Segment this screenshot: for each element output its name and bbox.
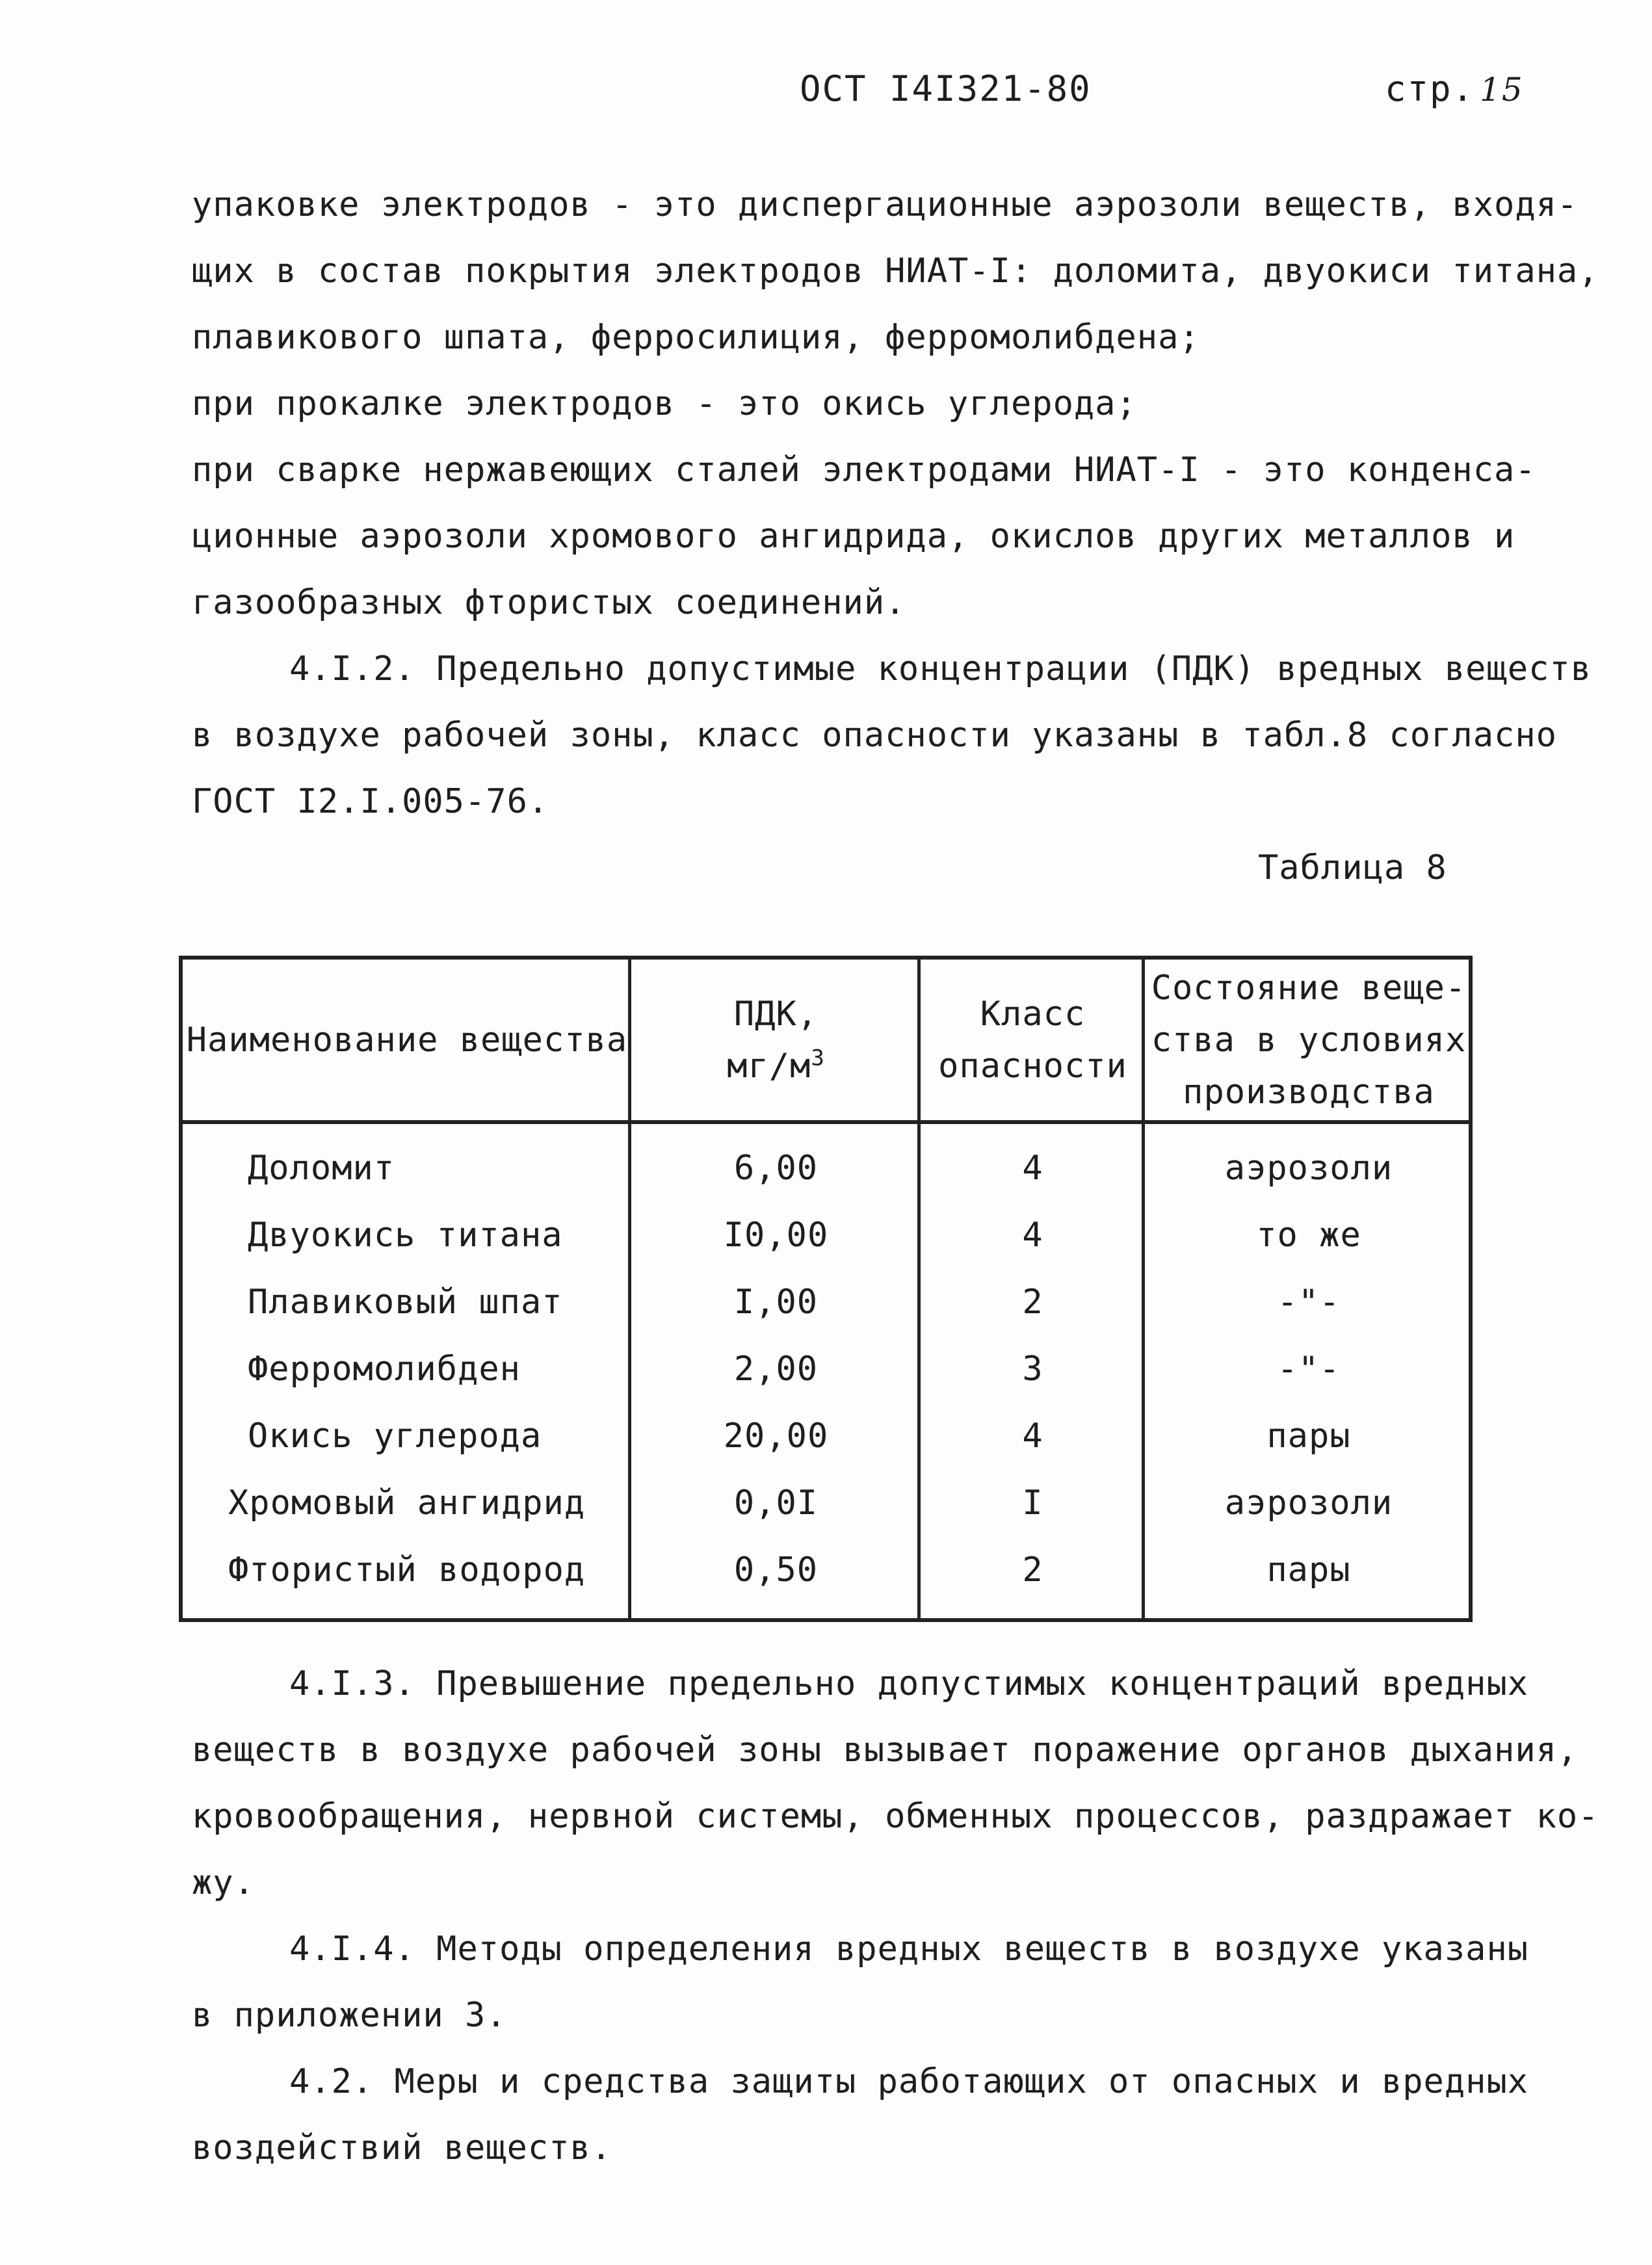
cell-state: то же xyxy=(1256,1216,1361,1255)
text-line: щих в состав покрытия электродов НИАТ-I: доломита, двуокиси титана, xyxy=(192,252,1599,291)
page-number: 15 xyxy=(1480,71,1524,109)
cell-class: 4 xyxy=(1022,1417,1043,1456)
header-class-line1: Класс xyxy=(980,994,1086,1034)
table-caption: Таблица 8 xyxy=(1258,848,1447,887)
header-state-line3: производства xyxy=(1183,1072,1435,1112)
header-state-line1: Состояние веще- xyxy=(1151,968,1467,1008)
cell-pdk: 0,50 xyxy=(733,1551,819,1590)
cell-class: 2 xyxy=(1022,1551,1043,1590)
cell-name: Доломит xyxy=(248,1149,395,1188)
table-row xyxy=(183,1202,1469,1269)
text-line: при прокалке электродов - это окись углерода; xyxy=(192,384,1137,423)
header-pdk-unit: мг/м xyxy=(727,1046,811,1086)
cell-state: пары xyxy=(1266,1417,1351,1456)
cell-pdk: I,00 xyxy=(733,1283,819,1322)
cell-pdk: 6,00 xyxy=(733,1149,819,1188)
text-line: при сварке нержавеющих сталей электродами НИАТ-I - это конденса- xyxy=(192,451,1536,490)
cell-class: 2 xyxy=(1022,1283,1043,1322)
cell-name: Двуокись титана xyxy=(248,1216,563,1255)
text-line: в приложении 3. xyxy=(192,1996,507,2035)
text-line: ГОСТ I2.I.005-76. xyxy=(192,782,549,821)
cell-state: -"- xyxy=(1277,1283,1341,1322)
cell-class: 3 xyxy=(1022,1350,1043,1389)
text-line: плавикового шпата, ферросилиция, ферромолибдена; xyxy=(192,318,1200,357)
table-row xyxy=(183,1470,1469,1537)
data-table xyxy=(179,956,1473,1622)
cell-name: Хромовый ангидрид xyxy=(228,1484,586,1523)
cell-state: -"- xyxy=(1277,1350,1341,1389)
page-number-label xyxy=(1385,68,1524,109)
text-line: воздействий веществ. xyxy=(192,2128,612,2167)
table-row xyxy=(183,1269,1469,1336)
header-name-text: Наименование вещества xyxy=(186,1020,628,1060)
header-name xyxy=(183,960,631,1120)
cell-state: аэрозоли xyxy=(1224,1149,1393,1188)
cell-name: Окись углерода xyxy=(248,1417,542,1456)
text-line: 4.I.2. Предельно допустимые концентрации (ПДК) вредных веществ xyxy=(289,649,1592,688)
cell-name: Ферромолибден xyxy=(248,1350,521,1389)
page-label: стр. xyxy=(1385,68,1475,109)
text-line: в воздухе рабочей зоны, класс опасности указаны в табл.8 согласно xyxy=(192,716,1557,755)
header-class xyxy=(921,960,1145,1120)
header-pdk-exponent: 3 xyxy=(811,1045,825,1071)
cell-name: Плавиковый шпат xyxy=(248,1283,563,1322)
table-row xyxy=(183,1537,1469,1604)
cell-pdk: 2,00 xyxy=(733,1350,819,1389)
header-state-line2: ства в условиях xyxy=(1151,1020,1467,1060)
text-line: 4.I.3. Превышение предельно допустимых концентраций вредных xyxy=(289,1664,1529,1703)
header-pdk xyxy=(631,960,921,1120)
cell-pdk: I0,00 xyxy=(723,1216,829,1255)
table-row xyxy=(183,1403,1469,1470)
cell-class: 4 xyxy=(1022,1149,1043,1188)
header-divider xyxy=(183,1120,1469,1124)
cell-class: 4 xyxy=(1022,1216,1043,1255)
table-row xyxy=(183,1336,1469,1403)
cell-name: Фтористый водород xyxy=(228,1551,586,1590)
header-class-line2: опасности xyxy=(938,1046,1127,1086)
text-line: веществ в воздухе рабочей зоны вызывает поражение органов дыхания, xyxy=(192,1731,1579,1770)
text-line: упаковке электродов - это диспергационные аэрозоли веществ, входя- xyxy=(192,185,1579,224)
text-line: газообразных фтористых соединений. xyxy=(192,583,906,622)
header-pdk-line1: ПДК, xyxy=(733,994,819,1034)
cell-class: I xyxy=(1022,1484,1043,1523)
text-line: ционные аэрозоли хромового ангидрида, окислов других металлов и xyxy=(192,517,1515,556)
table-row xyxy=(183,1135,1469,1202)
cell-pdk: 20,00 xyxy=(723,1417,829,1456)
cell-state: пары xyxy=(1266,1551,1351,1590)
text-line: 4.2. Меры и средства защиты работающих от опасных и вредных xyxy=(289,2062,1529,2101)
cell-pdk: 0,0I xyxy=(733,1484,819,1523)
cell-state: аэрозоли xyxy=(1224,1484,1393,1523)
header-pdk-line2 xyxy=(631,1040,921,1092)
header-state xyxy=(1145,960,1473,1120)
document-code: ОСТ I4I321-80 xyxy=(800,68,1092,109)
text-line: кровообращения, нервной системы, обменных процессов, раздражает ко- xyxy=(192,1797,1599,1836)
text-line: 4.I.4. Методы определения вредных веществ в воздухе указаны xyxy=(289,1930,1529,1969)
text-line: жу. xyxy=(192,1863,255,1902)
